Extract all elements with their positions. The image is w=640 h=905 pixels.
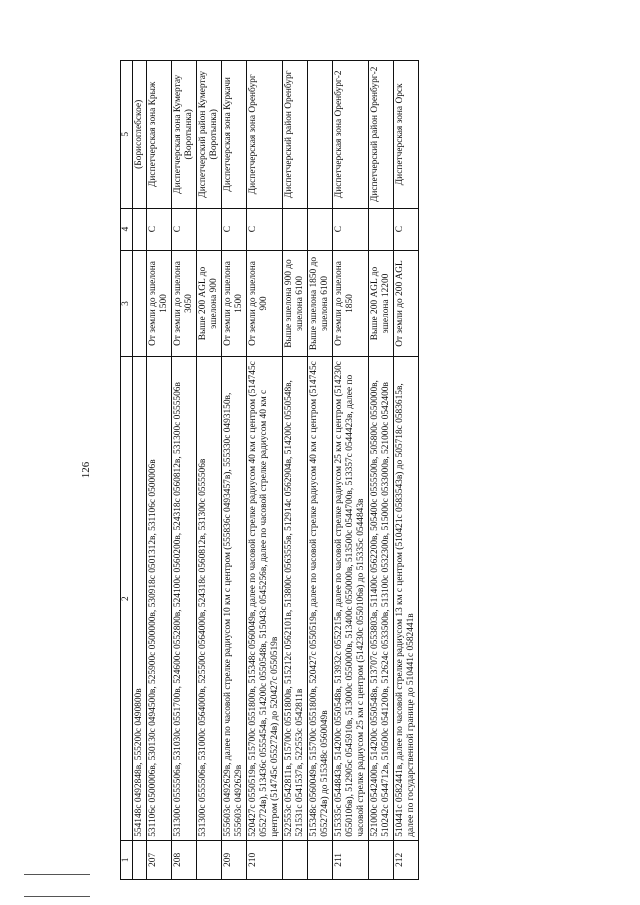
altitude-cell: Выше 200 AGL до эшелона 900 [197, 250, 222, 357]
table-row [197, 61, 222, 880]
table-body [133, 61, 419, 880]
row-number-cell [283, 840, 308, 879]
zone-name-cell: Диспетчерский район Кумертау (Воротынка) [197, 61, 222, 209]
altitude-cell: От земли до 200 AGL [394, 250, 419, 357]
row-number-cell [369, 840, 394, 879]
header-cell: 3 [121, 250, 133, 357]
zone-name-cell [308, 61, 333, 209]
altitude-cell: От земли до эшелона 900 [247, 250, 283, 357]
header-cell: 5 [121, 61, 133, 209]
zone-name-cell: Диспетчерская зона Крыж [147, 61, 172, 209]
row-number-cell: 211 [333, 840, 369, 879]
class-cell: С [147, 208, 172, 250]
header-cell: 1 [121, 840, 133, 879]
scan-edge-mark [24, 896, 90, 897]
row-number-cell [308, 840, 333, 879]
coordinates-cell: 531300с 0555506в, 531000с 0564000в, 525500с 0564000в, 524318с 0560812в, 531300с 0555506в [197, 357, 222, 840]
table-row [172, 61, 197, 880]
altitude-cell: Выше эшелона 900 до эшелона 6100 [283, 250, 308, 357]
coordinates-cell: 515335с 0544843в, 514200с 0550548в, 513932с 0552215в, далее по часовой стрелке радиусом 25 км с центром (514230с 0550106в), 512905с 0545910в, 513000с 0550000в, 513400с 0550000в, 513500с 0544700в, 513357с 0544423в, далее по часовой стрелке радиусом 25 км с центром (514230с 0550106в) до 515335с 0544843в [333, 357, 369, 840]
coordinates-cell: 555603с 0492629в, далее по часовой стрелке радиусом 10 км с центром (555836с 0493457в), 555330с 0493150в, 555603с 0492629в [222, 357, 247, 840]
class-cell [133, 208, 147, 250]
zone-name-cell: Диспетчерская зона Кумертау (Воротынка) [172, 61, 197, 209]
table-row [222, 61, 247, 880]
class-cell: С [247, 208, 283, 250]
table-row [333, 61, 369, 880]
row-number-cell: 207 [147, 840, 172, 879]
table-row [369, 61, 394, 880]
coordinates-cell: 510441с 0582441в, далее по часовой стрелке радиусом 13 км с центром (510421с 0583543в) до 505718с 0583615в, далее по государственной границе до 510441с 0582441в [394, 357, 419, 840]
table-row [247, 61, 283, 880]
zone-name-cell: Диспетчерская зона Оренбург [247, 61, 283, 209]
header-cell: 2 [121, 357, 133, 840]
zone-name-cell: Диспетчерский район Оренбург [283, 61, 308, 209]
row-number-cell: 210 [247, 840, 283, 879]
zone-name-cell: Диспетчерская зона Куркачи [222, 61, 247, 209]
table-row [308, 61, 333, 880]
altitude-cell: От земли до эшелона 1500 [222, 250, 247, 357]
table-row [394, 61, 419, 880]
table-row [283, 61, 308, 880]
class-cell [369, 208, 394, 250]
row-number-cell: 209 [222, 840, 247, 879]
header-cell: 4 [121, 208, 133, 250]
zone-name-cell: Диспетчерский район Оренбург-2 [369, 61, 394, 209]
row-number-cell [197, 840, 222, 879]
altitude-cell: От земли до эшелона 1850 [333, 250, 369, 357]
table-row [133, 61, 147, 880]
coordinates-cell: 531106с 0500006в, 530130с 0494500в, 525900с 0500000в, 530918с 0501312в, 531106с 0500006в [147, 357, 172, 840]
header-row [121, 61, 133, 880]
row-number-cell: 208 [172, 840, 197, 879]
class-cell [283, 208, 308, 250]
coordinates-cell: 531300с 0555506в, 531030с 0551700в, 524600с 0552800в, 524100с 0560200в, 524318с 0560812в, 531300с 0555506в [172, 357, 197, 840]
class-cell: С [222, 208, 247, 250]
coordinates-cell: 522553с 0542811в, 515700с 0551800в, 515212с 0562101в, 513800с 0563555в, 512914с 0562904в, 514200с 0550548в, 521531с 0541537в, 522553с 0542811в [283, 357, 308, 840]
zone-name-cell: (Борисоглебское) [133, 61, 147, 209]
altitude-cell: Выше эшелона 1850 до эшелона 6100 [308, 250, 333, 357]
rotated-content [80, 60, 620, 880]
altitude-cell: От земли до эшелона 1500 [147, 250, 172, 357]
class-cell: С [172, 208, 197, 250]
airspace-table [120, 60, 419, 880]
class-cell: С [394, 208, 419, 250]
page-number: 126 [80, 461, 92, 479]
zone-name-cell: Диспетчерская зона Оренбург-2 [333, 61, 369, 209]
class-cell [308, 208, 333, 250]
table-row [147, 61, 172, 880]
coordinates-cell: 520427с 0550519в, 515700с 0551800в, 515348с 0560049в, далее по часовой стрелке радиусом 40 км с центром (514745с 0552724в), 513436с 0555454в, 514200с 0550548в, 515043с 0545256в, далее по часовой стрелке радиусом 40 км с центром (514745с 0552724в) до 520427с 0550519в [247, 357, 283, 840]
altitude-cell [133, 250, 147, 357]
row-number-cell [133, 840, 147, 879]
coordinates-cell: 554148с 0492848в, 555200с 0490800в [133, 357, 147, 840]
class-cell [197, 208, 222, 250]
class-cell: С [333, 208, 369, 250]
coordinates-cell: 515348с 0560049в, 515700с 0551800в, 520427с 0550519в, далее по часовой стрелке радиусом 40 км с центром (514745с 0552724в) до 515348с 0560049в [308, 357, 333, 840]
row-number-cell: 212 [394, 840, 419, 879]
altitude-cell: Выше 200 AGL до эшелона 12200 [369, 250, 394, 357]
zone-name-cell: Диспетчерская зона Орск [394, 61, 419, 209]
coordinates-cell: 521000с 0542400в, 514200с 0550548в, 513707с 0553803в, 511400с 0562200в, 505400с 0555500в, 505800с 0550000в, 510242с 0544712в, 510500с 0541200в, 512624с 0533500в, 513100с 0532300в, 515000с 0533000в, 521000с 0542400в [369, 357, 394, 840]
altitude-cell: От земли до эшелона 3050 [172, 250, 197, 357]
